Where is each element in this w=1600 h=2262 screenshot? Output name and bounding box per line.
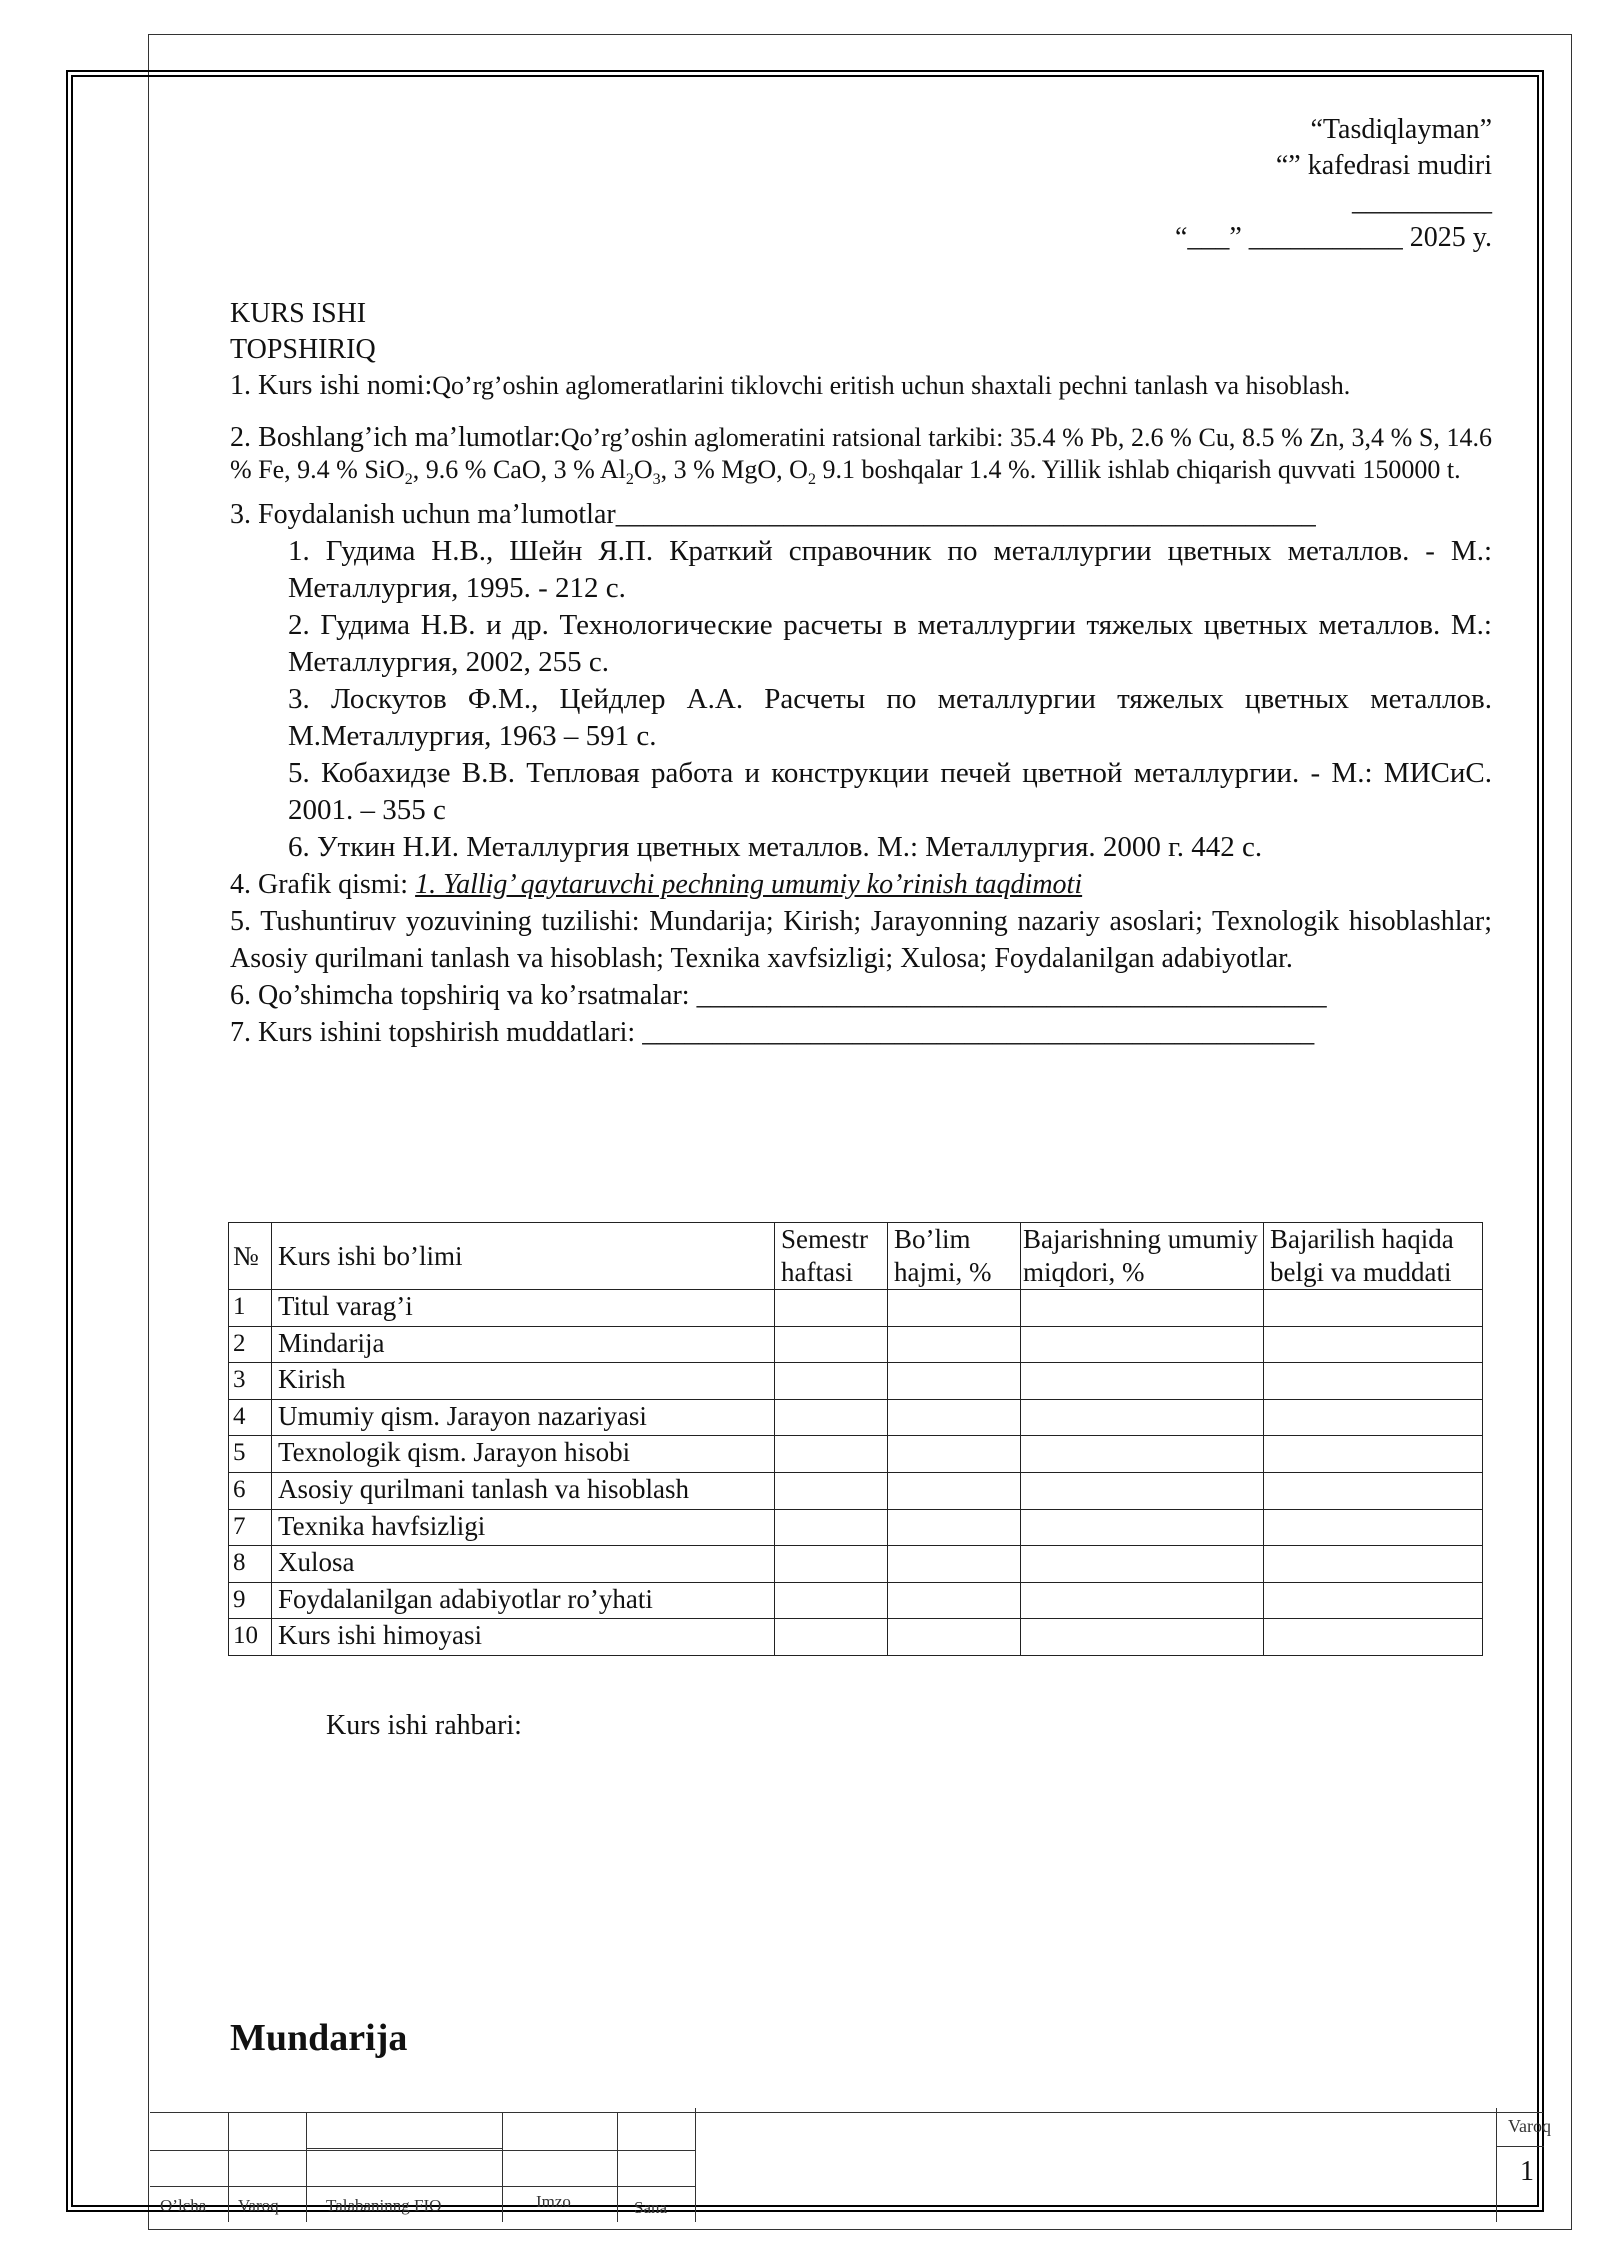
supervisor-label: Kurs ishi rahbari:	[326, 1710, 522, 1741]
row-empty-cell	[888, 1399, 1021, 1436]
row-number: 6	[229, 1472, 272, 1509]
row-section-name: Kurs ishi himoyasi	[272, 1619, 775, 1656]
row-empty-cell	[1021, 1399, 1264, 1436]
row-empty-cell	[1021, 1326, 1264, 1363]
sub-o3: 3	[652, 471, 661, 489]
item3-label: 3. Foydalanish uchun ma’lumotlar__________________________________________________	[230, 499, 1316, 531]
row-number: 9	[229, 1582, 272, 1619]
row-empty-cell	[888, 1472, 1021, 1509]
row-empty-cell	[775, 1326, 888, 1363]
row-empty-cell	[888, 1509, 1021, 1546]
assignment-body	[230, 296, 1492, 1051]
row-section-name: Texnologik qism. Jarayon hisobi	[272, 1436, 775, 1473]
stamp-top-line	[150, 2112, 1543, 2113]
doc-type-heading: KURS ISHI	[230, 298, 367, 329]
item2-text-d: , 3 % MgO, O	[660, 455, 808, 484]
table-row	[229, 1363, 1483, 1400]
item-structure: 5. Tushuntiruv yozuvining tuzilishi: Mundarija; Kirish; Jarayonning nazariy asoslari; Texnologik hisoblashlar; Asosiy qurilmani tanlash va hisoblash; Texnika xavfsizligi; Xulosa; Foydalanilgan adabiyotlar.	[230, 906, 1492, 975]
item-course-title	[230, 370, 1492, 402]
table-row	[229, 1582, 1483, 1619]
approval-department: “” kafedrasi mudiri	[1275, 150, 1492, 181]
sub-o2: 2	[807, 471, 816, 489]
row-empty-cell	[775, 1363, 888, 1400]
row-empty-cell	[1021, 1472, 1264, 1509]
table-row	[229, 1619, 1483, 1656]
row-number: 3	[229, 1363, 272, 1400]
row-empty-cell	[1021, 1363, 1264, 1400]
item2-text-a: Qo’rg’oshin aglomeratini ratsional tarkibi: 35.4 % Pb, 2.6 % Cu, 8.5 % Zn, 3,4 % S, 14.6 % Fe, 9.4 % SiO	[230, 423, 1492, 484]
toc-heading: Mundarija	[230, 2017, 408, 2059]
reference-item: 3. Лоскутов Ф.М., Цейдлер А.А. Расчеты по металлургии тяжелых цветных металлов. М.Металлургия, 1963 – 591 с.	[288, 683, 1492, 753]
row-empty-cell	[888, 1290, 1021, 1327]
row-empty-cell	[775, 1290, 888, 1327]
row-empty-cell	[888, 1546, 1021, 1583]
col-volume-header: Bo’lim hajmi, %	[888, 1223, 1021, 1290]
row-empty-cell	[888, 1363, 1021, 1400]
row-empty-cell	[1021, 1582, 1264, 1619]
stamp-col-label: Imzo	[536, 2192, 571, 2211]
stamp-row-line	[150, 2150, 695, 2151]
reference-item: 2. Гудима Н.В. и др. Технологические расчеты в металлургии тяжелых цветных металлов. М.: Металлургия, 2002, 255 с.	[288, 609, 1492, 679]
table-row	[229, 1472, 1483, 1509]
row-number: 4	[229, 1399, 272, 1436]
table-row	[229, 1399, 1483, 1436]
row-empty-cell	[1264, 1619, 1483, 1656]
stamp-col-line	[695, 2108, 696, 2222]
row-empty-cell	[775, 1582, 888, 1619]
stamp-col-line	[1496, 2108, 1497, 2222]
row-empty-cell	[888, 1582, 1021, 1619]
approval-title: “Tasdiqlayman”	[1310, 114, 1492, 145]
row-number: 5	[229, 1436, 272, 1473]
row-number: 7	[229, 1509, 272, 1546]
reference-item: 5. Кобахидзе В.В. Тепловая работа и конструкции печей цветной металлургии. - М.: МИСиС. 2001. – 355 с	[288, 757, 1492, 827]
stamp-row-line	[150, 2186, 695, 2187]
stamp-page-number: 1	[1520, 2156, 1534, 2187]
row-empty-cell	[775, 1619, 888, 1656]
approval-date-line: “___” ___________ 2025 y.	[1174, 222, 1492, 253]
row-empty-cell	[1264, 1290, 1483, 1327]
item-graphic-part	[230, 866, 1492, 903]
row-section-name: Asosiy qurilmani tanlash va hisoblash	[272, 1472, 775, 1509]
table-row	[229, 1546, 1483, 1583]
row-empty-cell	[775, 1472, 888, 1509]
row-empty-cell	[775, 1509, 888, 1546]
row-empty-cell	[1264, 1326, 1483, 1363]
row-section-name: Mindarija	[272, 1326, 775, 1363]
row-empty-cell	[1264, 1399, 1483, 1436]
col-week-header: Semestr haftasi	[775, 1223, 888, 1290]
table-header-row	[229, 1223, 1483, 1290]
col-number-header: №	[229, 1223, 272, 1290]
row-empty-cell	[1264, 1472, 1483, 1509]
reference-item: 1. Гудима Н.В., Шейн Я.П. Краткий справочник по металлургии цветных металлов. - М.: Металлургия, 1995. - 212 с.	[288, 535, 1492, 605]
row-section-name: Titul varag’i	[272, 1290, 775, 1327]
approval-signature-line: __________	[1352, 186, 1492, 217]
item-deadlines: 7. Kurs ishini topshirish muddatlari: ________________________________________________	[230, 1017, 1315, 1049]
row-empty-cell	[1264, 1509, 1483, 1546]
item1-label: 1. Kurs ishi nomi:	[230, 370, 433, 401]
stamp-col-label: Sana	[634, 2198, 668, 2217]
row-section-name: Foydalanilgan adabiyotlar ro’yhati	[272, 1582, 775, 1619]
table-row	[229, 1436, 1483, 1473]
item2-label: 2. Boshlang’ich ma’lumotlar:	[230, 422, 561, 453]
sub-al2: 2	[625, 471, 634, 489]
table-row	[229, 1509, 1483, 1546]
row-number: 10	[229, 1619, 272, 1656]
row-empty-cell	[1021, 1436, 1264, 1473]
row-empty-cell	[775, 1546, 888, 1583]
stamp-col-line	[306, 2112, 307, 2222]
stamp-col-label: Varoq	[238, 2196, 279, 2215]
row-empty-cell	[775, 1399, 888, 1436]
col-total-header: Bajarishning umumiy miqdori, %	[1021, 1223, 1264, 1290]
row-number: 8	[229, 1546, 272, 1583]
stamp-row-line	[1496, 2146, 1544, 2147]
col-section-header: Kurs ishi bo’limi	[272, 1223, 775, 1290]
row-empty-cell	[1264, 1582, 1483, 1619]
row-empty-cell	[888, 1619, 1021, 1656]
item-initial-data	[230, 422, 1492, 496]
row-empty-cell	[1021, 1546, 1264, 1583]
table-row	[229, 1326, 1483, 1363]
references-list	[230, 533, 1492, 866]
item2-text-c: O	[633, 455, 653, 484]
row-section-name: Kirish	[272, 1363, 775, 1400]
stamp-col-line	[502, 2112, 503, 2222]
row-empty-cell	[1264, 1363, 1483, 1400]
doc-subtype-heading: TOPSHIRIQ	[230, 334, 376, 365]
item-additional: 6. Qo’shimcha topshiriq va ko’rsatmalar: _____________________________________________	[230, 980, 1327, 1012]
reference-item: 6. Уткин Н.И. Металлургия цветных металлов. М.: Металлургия. 2000 г. 442 с.	[288, 831, 1263, 864]
schedule-table	[228, 1222, 1483, 1656]
stamp-col-label: O’lcha	[160, 2196, 207, 2215]
row-section-name: Umumiy qism. Jarayon nazariyasi	[272, 1399, 775, 1436]
stamp-row-line	[306, 2148, 502, 2149]
table-row	[229, 1290, 1483, 1327]
row-section-name: Texnika havfsizligi	[272, 1509, 775, 1546]
row-empty-cell	[1021, 1509, 1264, 1546]
row-empty-cell	[888, 1436, 1021, 1473]
row-empty-cell	[775, 1436, 888, 1473]
row-number: 2	[229, 1326, 272, 1363]
row-empty-cell	[888, 1326, 1021, 1363]
stamp-sheet-label: Varoq	[1508, 2116, 1551, 2136]
row-empty-cell	[1021, 1290, 1264, 1327]
row-empty-cell	[1021, 1619, 1264, 1656]
item1-text: Qo’rg’oshin aglomeratlarini tiklovchi eritish uchun shaxtali pechni tanlash va hisoblash.	[432, 371, 1351, 400]
stamp-col-label: Talabaninng FIO	[326, 2196, 442, 2215]
item2-text-e: 9.1 boshqalar 1.4 %. Yillik ishlab chiqarish quvvati 150000 t.	[815, 455, 1461, 484]
approval-block	[900, 112, 1492, 256]
item4-label: 4. Grafik qismi:	[230, 869, 416, 901]
row-number: 1	[229, 1290, 272, 1327]
stamp-col-line	[228, 2112, 229, 2222]
row-empty-cell	[1264, 1546, 1483, 1583]
col-mark-header: Bajarilish haqida belgi va muddati	[1264, 1223, 1483, 1290]
item2-text-b: , 9.6 % CaO, 3 % Al	[412, 455, 626, 484]
item4-value: 1. Yallig’ qaytaruvchi pechning umumiy ko’rinish taqdimoti	[415, 869, 1083, 901]
row-empty-cell	[1264, 1436, 1483, 1473]
stamp-col-line	[617, 2112, 618, 2222]
sub-2: 2	[404, 471, 413, 489]
row-section-name: Xulosa	[272, 1546, 775, 1583]
